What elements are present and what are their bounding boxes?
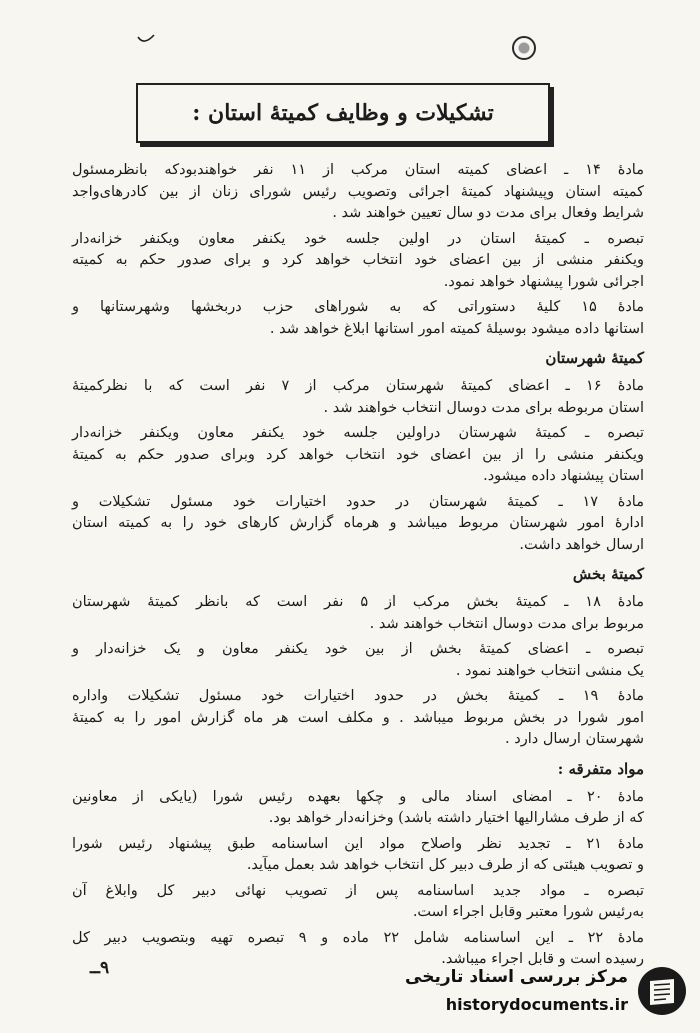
article-paragraph <box>72 834 644 877</box>
watermark-url: historydocuments.ir <box>445 995 628 1014</box>
text-line: ادارهٔ امور شهرستان مربوط میباشد و هرماه گزارش کارهای خود را به کمیته استان <box>72 515 644 531</box>
article-paragraph <box>72 592 644 635</box>
text-line: رسیده است و قابل اجراء میباشد. <box>441 951 644 967</box>
text-line: تبصره ـ مواد جدید اساسنامه پس از تصویب نهائی دبیر کل وابلاغ آن <box>72 882 644 899</box>
text-line: شرایط وفعال برای مدت دو سال تعیین خواهند شد . <box>332 205 644 221</box>
article-paragraph <box>72 639 644 682</box>
text-line: به‌رئیس شورا معتبر وقابل اجراء است. <box>412 904 644 920</box>
text-line: که از طرف مشارالیها اختیار داشته باشد) وخزانه‌دار خواهد بود. <box>268 810 644 826</box>
text-line: اجرائی شورا پیشنهاد خواهد نمود. <box>443 273 644 290</box>
article-paragraph <box>72 787 644 830</box>
section-heading: کمیتهٔ بخش <box>572 565 644 583</box>
page-number: ۹ــ <box>90 958 110 978</box>
text-line: امور شورا در بخش مربوط میباشد . و مکلف است هر ماه گزارش امور را به کمیتهٔ <box>72 709 644 726</box>
article-paragraph <box>72 160 644 225</box>
watermark <box>388 963 688 1021</box>
text-line: مادهٔ ۱۴ ـ اعضای کمیته استان مرکب از ۱۱ نفر خواهندبودکه بانظرمسئول <box>72 162 644 178</box>
text-line: استان پیشنهاد داده میشود. <box>483 468 644 484</box>
text-line: تبصره ـ کمیتهٔ استان در اولین جلسه خود یکنفر معاون ویکنفر خزانه‌دار <box>72 230 644 247</box>
text-line: مادهٔ ۱۹ ـ کمیتهٔ بخش در حدود اختیارات خود مسئول تشکیلات واداره <box>72 688 644 704</box>
text-line: تبصره ـ کمیتهٔ شهرستان دراولین جلسه خود یکنفر معاون ویکنفر خزانه‌دار <box>72 425 644 441</box>
section-heading: کمیتهٔ شهرستان <box>545 349 644 367</box>
text-line: شهرستان ارسال دارد . <box>505 731 644 747</box>
text-line: ویکنفر منشی از بین اعضای خود انتخاب خواهد کرد و برای صدور حکم به کمیته <box>72 252 644 268</box>
text-line: ارسال خواهد داشت. <box>519 536 644 553</box>
article-paragraph <box>72 229 644 294</box>
text-line: مادهٔ ۱۶ ـ اعضای کمیتهٔ شهرستان مرکب از ۷ نفر است که با نظرکمیتهٔ <box>72 378 644 394</box>
article-paragraph <box>72 881 644 924</box>
punch-hole-icon <box>512 36 536 60</box>
article-paragraph <box>72 376 644 419</box>
page-title: تشکیلات و وظایف کمیتهٔ استان : <box>192 100 494 126</box>
text-line: مادهٔ ۱۸ ـ کمیتهٔ بخش مرکب از ۵ نفر است که بانظر کمیتهٔ شهرستان <box>72 594 644 610</box>
text-line: استانها داده میشود بوسیلهٔ کمیته امور استانها ابلاغ خواهد شد . <box>269 320 644 337</box>
text-line: مادهٔ ۱۵ کلیهٔ دستوراتی که به شوراهای حزب دربخشها وشهرستانها و <box>72 299 644 315</box>
article-paragraph <box>72 297 644 340</box>
section-heading: مواد متفرقه : <box>557 759 644 778</box>
article-paragraph <box>72 686 644 751</box>
text-line: کمیته استان وپیشنهاد کمیتهٔ اجرائی وتصویب رئیس شورای زنان از بین کادرهای‌واجد <box>72 183 644 200</box>
article-paragraph <box>72 423 644 488</box>
pen-mark-icon <box>136 32 156 46</box>
text-line: مادهٔ ۲۰ ـ امضای اسناد مالی و چکها بعهده رئیس شورا (یایکی از معاونین <box>72 788 645 805</box>
text-line: تبصره ـ اعضای کمیتهٔ بخش از بین خود یکنفر معاون و یک خزانه‌دار و <box>72 641 644 657</box>
text-line: یک منشی انتخاب خواهند نمود . <box>455 662 644 679</box>
text-line: مادهٔ ۲۲ ـ این اساسنامه شامل ۲۲ ماده و ۹ تبصره تهیه وبتصویب دبیر کل <box>72 929 644 946</box>
text-line: و تصویب هیئتی که از طرف دبیر کل انتخاب خواهد شد بعمل میآید. <box>246 857 644 873</box>
document-body <box>72 160 644 975</box>
text-line: استان مربوطه برای مدت دوسال انتخاب خواهند شد . <box>323 399 644 416</box>
watermark-name: مرکز بررسی اسناد تاریخی <box>405 967 628 987</box>
title-box <box>136 83 550 143</box>
text-line: مادهٔ ۱۷ ـ کمیتهٔ شهرستان در حدود اختیارات خود مسئول تشکیلات و <box>72 493 644 510</box>
text-line: ویکنفر منشی را از بین اعضای خود انتخاب خواهد کرد وبرای صدور حکم به کمیتهٔ <box>72 446 644 463</box>
article-paragraph <box>72 492 644 557</box>
text-line: مادهٔ ۲۱ ـ تجدید نظر واصلاح مواد این اساسنامه طبق پیشنهاد رئیس شورا <box>72 835 644 852</box>
archive-logo-icon <box>636 965 688 1017</box>
text-line: مربوط برای مدت دوسال انتخاب خواهند شد . <box>369 615 644 632</box>
